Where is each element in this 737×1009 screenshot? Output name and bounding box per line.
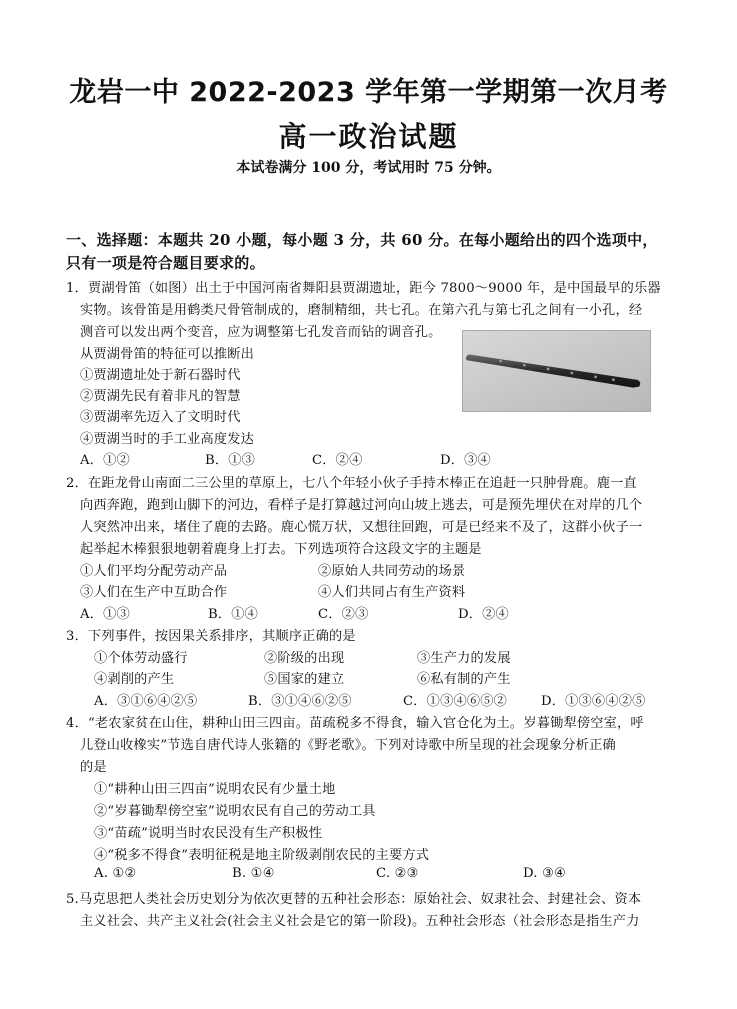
q1-stem-line2: 实物。该骨笛是用鹤类尺骨管制成的，磨制精细，共七孔。在第六孔与第七孔之间有一小孔，经 xyxy=(80,303,643,318)
q1-option-b: B．①③ xyxy=(205,453,256,468)
q1-statement-1: ①贾湖遗址处于新石器时代 xyxy=(80,368,241,383)
q3-event-3: ③生产力的发展 xyxy=(417,651,511,666)
q2-option-b: B．①④ xyxy=(208,607,259,622)
q1-option-c: C．②④ xyxy=(312,453,363,468)
q3-option-d: D．①③⑥④②⑤ xyxy=(541,694,646,709)
exam-title: 龙岩一中 2022-2023 学年第一学期第一次月考 xyxy=(69,77,668,108)
q5-stem-line1: 5.马克思把人类社会历史划分为依次更替的五种社会形态：原始社会、奴隶社会、封建社会、资本 xyxy=(66,892,642,907)
section-heading-line1: 一、选择题：本题共 20 小题，每小题 3 分，共 60 分。在每小题给出的四个选项中， xyxy=(66,231,658,249)
q2-stem-line4: 起举起木棒狠狠地朝着鹿身上打去。下列选项符合这段文字的主题是 xyxy=(80,542,482,557)
q3-event-6: ⑥私有制的产生 xyxy=(417,672,511,687)
section-heading-line2: 只有一项是符合题目要求的。 xyxy=(66,254,265,272)
q2-stem-line2: 向西奔跑，跑到山脚下的河边，看样子是打算越过河向山坡上逃去，可是预先埋伏在对岸的几个 xyxy=(80,498,643,513)
q3-option-a: A．③①⑥④②⑤ xyxy=(94,694,198,709)
q1-statement-2: ②贾湖先民有着非凡的智慧 xyxy=(80,389,241,404)
q3-stem: 3．下列事件，按因果关系排序，其顺序正确的是 xyxy=(66,629,356,644)
q2-option-c: C．②③ xyxy=(318,607,369,622)
exam-note: 本试卷满分 100 分，考试用时 75 分钟。 xyxy=(236,160,501,176)
q3-option-c: C．①③④⑥⑤② xyxy=(403,694,508,709)
q4-option-a: A. ①② xyxy=(94,866,137,881)
q1-option-a: A．①② xyxy=(80,453,130,468)
q4-statement-2: ②“岁暮锄犁傍空室”说明农民有自己的劳动工具 xyxy=(94,804,376,819)
q4-stem-line2: 儿登山收橡实”节选自唐代诗人张籍的《野老歌》。下列对诗歌中所呈现的社会现象分析正确 xyxy=(80,738,616,753)
q1-stem-line3: 测音可以发出两个变音，应为调整第七孔发音而钻的调音孔。 xyxy=(80,325,442,340)
q5-stem-line2: 主义社会、共产主义社会(社会主义社会是它的第一阶段)。五种社会形态（社会形态是指生产力 xyxy=(80,914,640,929)
q4-option-b: B. ①④ xyxy=(232,866,275,881)
q4-statement-1: ①“耕种山田三四亩”说明农民有少量土地 xyxy=(94,782,336,797)
q4-option-d: D. ③④ xyxy=(523,866,567,881)
q4-statement-4: ④“税多不得食”表明征税是地主阶级剥削农民的主要方式 xyxy=(94,848,430,863)
q1-option-d: D．③④ xyxy=(440,453,491,468)
q2-option-d: D．②④ xyxy=(458,607,509,622)
q4-statement-3: ③“苗疏”说明当时农民没有生产积极性 xyxy=(94,826,323,841)
q3-event-2: ②阶级的出现 xyxy=(264,651,345,666)
q2-stem-line3: 人突然冲出来，堵住了鹿的去路。鹿心慌万状，又想往回跑，可是已经来不及了，这群小伙子一 xyxy=(80,520,643,535)
q2-statement-2: ②原始人共同劳动的场景 xyxy=(318,564,466,579)
q3-event-4: ④剥削的产生 xyxy=(94,672,175,687)
q1-stem-line1: 1．贾湖骨笛（如图）出土于中国河南省舞阳县贾湖遗址，距今 7800～9000 年，是中国最早的乐器 xyxy=(66,281,661,296)
exam-subject: 高一政治试题 xyxy=(278,120,459,153)
q3-event-1: ①个体劳动盛行 xyxy=(94,651,188,666)
q3-event-5: ⑤国家的建立 xyxy=(264,672,345,687)
q1-statement-3: ③贾湖率先迈入了文明时代 xyxy=(80,410,241,425)
q1-statement-4: ④贾湖当时的手工业高度发达 xyxy=(80,432,255,447)
q2-statement-4: ④人们共同占有生产资料 xyxy=(318,585,466,600)
q4-stem-line3: 的是 xyxy=(80,760,107,775)
q3-option-b: B．③①④⑥②⑤ xyxy=(248,694,352,709)
q4-stem-line1: 4．“老农家贫在山住，耕种山田三四亩。苗疏税多不得食，输入官仓化为土。岁暮锄犁傍空室，呼 xyxy=(66,716,644,731)
q2-option-a: A．①③ xyxy=(80,607,130,622)
q4-option-c: C. ②③ xyxy=(376,866,419,881)
q2-stem-line1: 2．在距龙骨山南面二三公里的草原上，七八个年轻小伙子手持木棒正在追赶一只肿骨鹿。鹿一直 xyxy=(66,476,637,491)
bone-flute-photo xyxy=(462,330,651,412)
q2-statement-3: ③人们在生产中互助合作 xyxy=(80,585,228,600)
q1-stem-line4: 从贾湖骨笛的特征可以推断出 xyxy=(80,347,255,362)
q2-statement-1: ①人们平均分配劳动产品 xyxy=(80,564,228,579)
